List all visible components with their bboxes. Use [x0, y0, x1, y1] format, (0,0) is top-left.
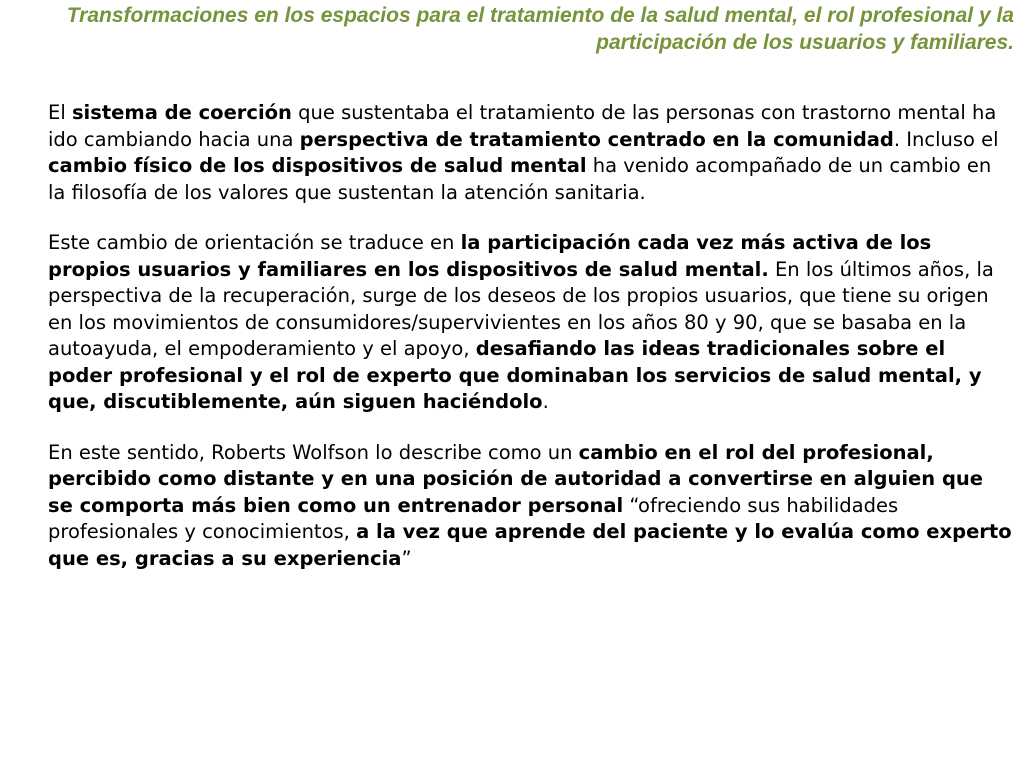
bold-segment: a la vez que aprende del paciente y lo evalúa como experto que es, gracias a su experiencia	[48, 520, 1012, 570]
paragraph-3	[48, 440, 1013, 573]
paragraph-2	[48, 230, 1013, 416]
text-segment: que sustentaba el tratamiento de las personas con trastorno mental ha ido cambiando hacia una	[48, 101, 997, 151]
bold-segment: perspectiva de tratamiento centrado en la comunidad	[299, 127, 894, 151]
text-segment: .	[542, 390, 549, 413]
text-segment: “ofreciendo sus habilidades profesionales y conocimientos,	[48, 493, 899, 543]
paragraph-1	[48, 100, 1013, 206]
text-segment: Este cambio de orientación se traduce en	[48, 231, 461, 254]
text-segment: En los últimos años, la perspectiva de la recuperación, surge de los deseos de los propios usuarios, que tiene su origen en los movimientos de consumidores/supervivientes en los años 80 y 90, que se basaba en la autoayuda, el empoderamiento y el apoyo,	[48, 257, 994, 360]
text-segment: . Incluso el	[893, 127, 999, 151]
text-segment: El	[48, 101, 72, 124]
bold-segment: cambio en el rol del profesional, percibido como distante y en una posición de autoridad a convertirse en alguien que se comporta más bien como un entrenador personal	[48, 440, 984, 517]
slide-body	[48, 100, 1013, 596]
slide-title: Transformaciones en los espacios para el tratamiento de la salud mental, el rol profesional y la participación de los usuarios y familiares.	[66, 4, 1014, 54]
bold-segment: sistema de coerción	[71, 101, 292, 124]
bold-segment: la participación cada vez más activa de los propios usuarios y familiares en los dispositivos de salud mental.	[48, 231, 932, 281]
text-segment: En este sentido, Roberts Wolfson lo describe como un	[48, 440, 579, 464]
text-segment: ha venido acompañado de un cambio en la filosofía de los valores que sustentan la atención sanitaria.	[48, 154, 992, 204]
bold-segment: desafiando las ideas tradicionales sobre el poder profesional y el rol de experto que dominaban los servicios de salud mental, y que, discutiblemente, aún siguen haciéndolo	[48, 337, 982, 413]
text-segment: ”	[401, 546, 412, 570]
bold-segment: cambio físico de los dispositivos de salud mental	[48, 154, 587, 177]
